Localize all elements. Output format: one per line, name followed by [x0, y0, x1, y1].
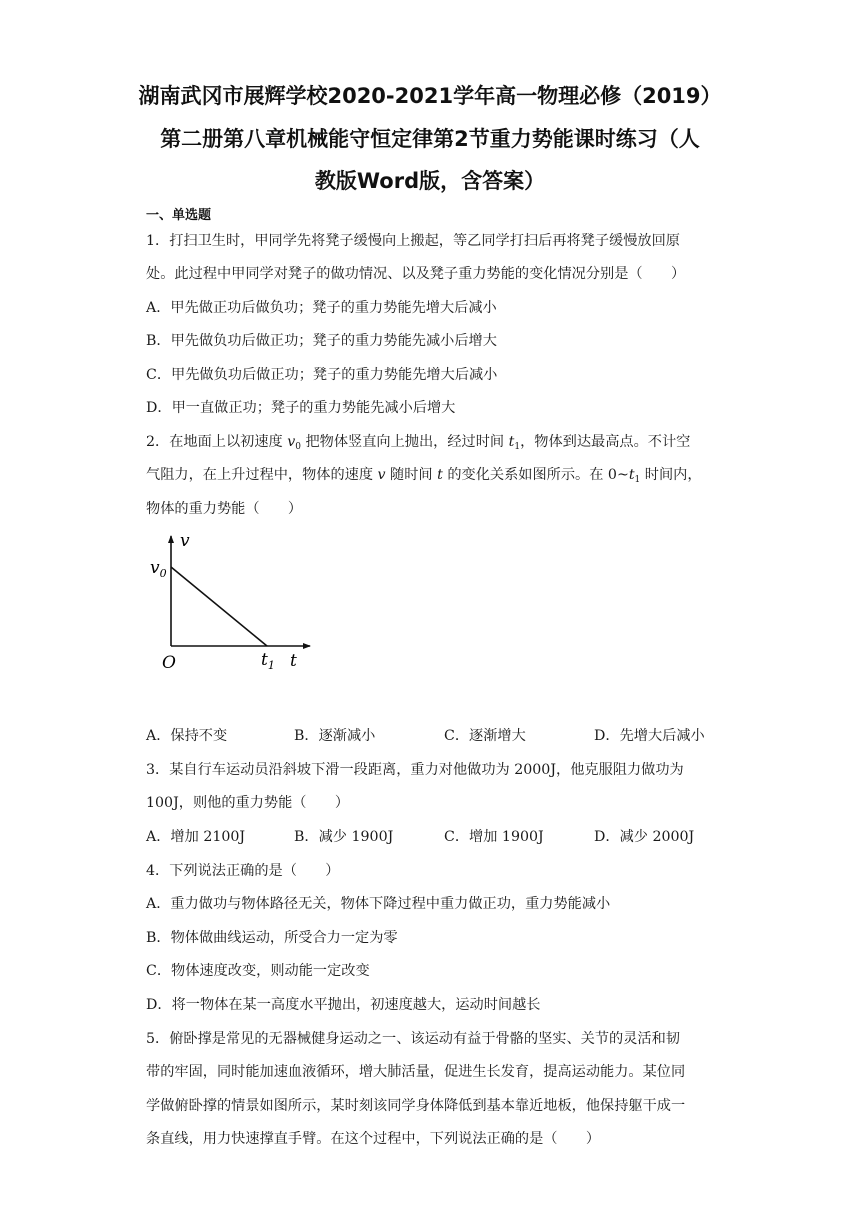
graph-t1-label: $t_1$: [261, 650, 275, 672]
q2-stem-line-1: 2．在地面上以初速度 $v_0$ 把物体竖直向上抛出，经过时间 $t_1$，物体到达最高点。不计空: [146, 434, 691, 452]
q5-stem-line-3: 学做俯卧撑的情景如图所示，某时刻该同学身体降低到基本靠近地板，他保持躯干成一: [146, 1098, 686, 1114]
document-title-line-2: 第二册第八章机械能守恒定律第2节重力势能课时练习（人: [160, 127, 700, 151]
section-heading: 一、单选题: [146, 208, 212, 223]
q3-option-b: B．减少 1900J: [294, 829, 394, 845]
graph-x-axis-label: t: [290, 651, 297, 671]
document-title-line-1: 湖南武冈市展辉学校2020-2021学年高一物理必修（2019）: [138, 84, 722, 108]
q5-stem-line-4: 条直线，用力快速撑直手臂。在这个过程中，下列说法正确的是（ ）: [146, 1131, 601, 1147]
q4-option-c: C．物体速度改变，则动能一定改变: [146, 963, 370, 979]
document-title-line-3: 教版Word版，含答案）: [314, 169, 546, 193]
q1-option-b: B．甲先做负功后做正功；凳子的重力势能先减小后增大: [146, 333, 497, 349]
graph-origin-label: O: [162, 653, 176, 673]
q2-option-d: D．先增大后减小: [594, 728, 705, 744]
q3-option-c: C．增加 1900J: [444, 829, 544, 845]
q1-stem-line-1: 1．打扫卫生时，甲同学先将凳子缓慢向上搬起，等乙同学打扫后再将凳子缓慢放回原: [146, 233, 680, 249]
graph-v0-label: $v_0$: [150, 558, 167, 580]
q2-stem-line-3: 物体的重力势能（ ）: [146, 501, 303, 517]
graph-velocity-line: [171, 567, 267, 646]
q2-option-c: C．逐渐增大: [444, 728, 526, 744]
q3-option-d: D．减少 2000J: [594, 829, 695, 845]
q3-stem-line-1: 3．某自行车运动员沿斜坡下滑一段距离，重力对他做功为 2000J，他克服阻力做功为: [146, 762, 684, 778]
q1-option-a: A．甲先做正功后做负功；凳子的重力势能先增大后减小: [146, 300, 497, 316]
q2-option-b: B．逐渐减小: [294, 728, 376, 744]
q1-stem-line-2: 处。此过程中甲同学对凳子的做功情况、以及凳子重力势能的变化情况分别是（ ）: [146, 266, 686, 282]
graph-y-axis-label: v: [180, 531, 190, 551]
q2-option-a: A．保持不变: [146, 728, 228, 744]
q3-option-a: A．增加 2100J: [146, 829, 246, 845]
velocity-time-graph: [140, 528, 320, 678]
q4-option-a: A．重力做功与物体路径无关，物体下降过程中重力做正功，重力势能减小: [146, 896, 611, 912]
q5-stem-line-2: 带的牢固，同时能加速血液循环，增大肺活量，促进生长发育，提高运动能力。某位同: [146, 1064, 686, 1080]
q4-option-d: D．将一物体在某一高度水平抛出，初速度越大，运动时间越长: [146, 997, 541, 1013]
q1-option-c: C．甲先做负功后做正功；凳子的重力势能先增大后减小: [146, 367, 498, 383]
q4-option-b: B．物体做曲线运动，所受合力一定为零: [146, 930, 398, 946]
q5-stem-line-1: 5．俯卧撑是常见的无器械健身运动之一、该运动有益于骨骼的坚实、关节的灵活和韧: [146, 1031, 680, 1047]
q4-stem: 4．下列说法正确的是（ ）: [146, 863, 340, 879]
q2-stem-line-2: 气阻力，在上升过程中，物体的速度 v 随时间 t 的变化关系如图所示。在 $0\sim t_1$ 时间内，: [146, 467, 702, 485]
q3-stem-line-2: 100J，则他的重力势能（ ）: [146, 795, 350, 811]
q1-option-d: D．甲一直做正功；凳子的重力势能先减小后增大: [146, 400, 456, 416]
